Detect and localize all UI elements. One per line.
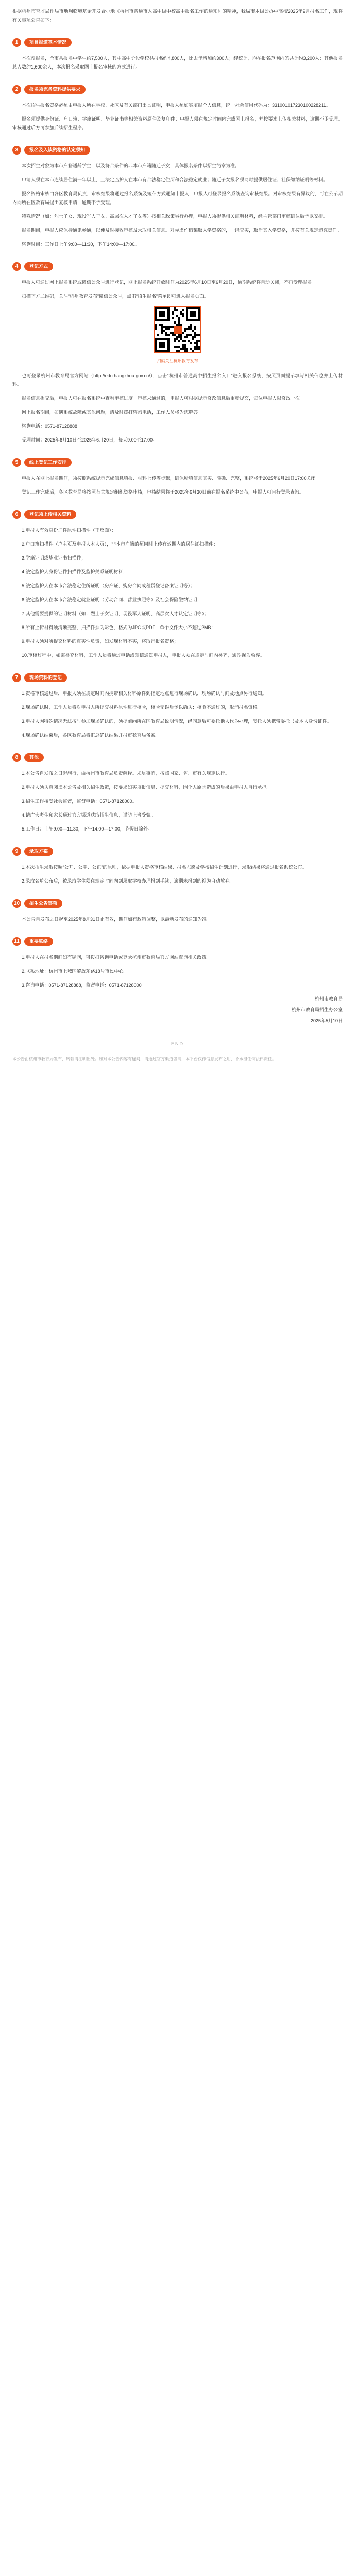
section-paragraph: 8.所有上传材料须清晰完整，扫描件须为彩色，格式为JPG或PDF，单个文件大小不超过2MB； [22,625,216,630]
section-paragraph: 扫描下方二维码，关注“杭州教育发布”微信公众号，点击“招生报名”菜单即可进入报名页面。 [22,294,209,299]
section-title: 登记须上传相关资料 [24,510,76,519]
section-number-badge: 10 [12,899,21,908]
section-paragraph: 1.本次招生录取按照“公开、公平、公正”的原则，依据申报人资格审核结果、报名志愿及学校招生计划进行，录取结果将通过报名系统公布。 [22,865,307,870]
section-header [12,899,343,908]
section-paragraph: 9.申报人须对所提交材料的真实性负责，如发现材料不实，将取消报名资格； [22,639,179,644]
section-paragraph: 1.申报人有效身份证件原件扫描件（正反面）； [22,528,116,533]
section-paragraph: 1.申报人在报名期间如有疑问，可拨打咨询电话或登录杭州市教育局官方网站查询相关政策。 [22,955,211,960]
end-label: END [171,1041,184,1046]
section-header [12,458,343,467]
section-paragraph: 也可登录杭州市教育局官方网站（http://edu.hangzhou.gov.cn/），点击“杭州市普通高中招生报名入口”进入报名系统，按照页面提示填写相关信息并上传材料。 [12,373,343,387]
section-header [12,673,343,682]
section-header [12,38,343,47]
section-paragraph: 本次预报名，全市共报名中学生约7,500人，其中高中阶段学校共报名约4,800人，比去年增加约300人；经统计，均在报名范围内的共计约3,200人；其他报名总人数约1,600余人，本次报名采取网上报名审核的方式进行。 [12,56,343,70]
section-paragraph: 7.其他需要提供的证明材料（如：烈士子女证明、现役军人证明、高层次人才认定证明等）； [22,611,209,616]
section-paragraph: 咨询时间：工作日上午9:00—11:30，下午14:00—17:00。 [22,242,140,247]
section-number-badge: 8 [12,753,21,762]
section-paragraph: 3.招生工作接受社会监督，监督电话：0571-87128000。 [22,799,137,804]
section-paragraph: 1.资格审核通过后，申报人须在规定时间内携带相关材料原件到指定地点进行现场确认，现场确认时间及地点另行通知。 [22,691,267,696]
section-paragraph: 本次招生对象为本市户籍适龄学生，以及符合条件的非本市户籍随迁子女，具体报名条件以招生简章为准。 [22,163,240,168]
section-number-badge: 9 [12,847,21,856]
section-paragraph: 5.工作日：上午9:00—11:30，下午14:00—17:00，节假日除外。 [22,826,153,832]
section-paragraph: 申请人须在本市连续居住满一年以上，且法定监护人在本市有合法稳定住所和合法稳定就业；随迁子女报名须同时提供居住证、社保缴纳证明等材料。 [22,177,328,182]
section-title: 登记方式 [24,262,53,271]
sections-container [12,38,343,990]
section-paragraph: 报名须提供身份证、户口簿、学籍证明、毕业证书等相关资料原件及复印件；申报人须在规定时间内完成网上报名，并按要求上传相关材料，逾期不予受理。审核通过后方可参加后续招生程序。 [12,116,343,130]
sign-org: 杭州市教育局 [314,996,343,1002]
section-paragraph: 2.户口簿扫描件（户主页及申报人本人页），非本市户籍的须同时上传有效期内的居住证扫描件； [22,541,218,547]
section-paragraph: 4.现场确认结束后，各区教育局将汇总确认结果并报市教育局备案。 [22,733,160,738]
section-paragraph: 3.学籍证明或毕业证书扫描件； [22,555,86,561]
section-paragraph: 2.联系地址：杭州市上城区解放东路18号市民中心。 [22,969,128,974]
section-paragraph: 2.申报人须认真阅读本公告及相关招生政策，按要求如实填报信息、提交材料，因个人原因造成的后果由申报人自行承担。 [22,785,272,790]
end-divider [12,1040,343,1048]
section-title: 重要联络 [24,937,53,946]
section-title: 录取方案 [24,847,53,856]
section-paragraph: 本次招生报名资格必须由申报人所在学校、社区及有关部门出具证明，申报人须如实填报个人信息，统一社会信用代码为：331001017230100228211。 [22,103,331,108]
footer-note: 本公告由杭州市教育局发布，转载请注明出处。如对本公告内容有疑问，请通过官方渠道咨询，本平台仅作信息发布之用，不承担任何法律责任。 [12,1057,276,1061]
section-paragraph: 报名资格审核由各区教育局负责，审核结果将通过报名系统及短信方式通知申报人，申报人可登录报名系统查询审核结果。对审核结果有异议的，可在公示期内向所在区教育局提出复核申请，逾期不予受理。 [12,191,343,205]
section-paragraph: 网上报名期间，如遇系统故障或其他问题，请及时拨打咨询电话，工作人员将为您解答。 [22,410,203,415]
intro-paragraph: 根据杭州市育才局作局市地坝临境基金开发合小地《杭州市普通市入高中级中校高中报名工作的通知》的精神，我局市本级公办中高校2025年9月报名工作，现将有关事项公告如下： [12,9,343,23]
section-number-badge: 5 [12,458,21,467]
section-header [12,510,343,519]
section-paragraph: 3.咨询电话：0571-87128888，监督电话：0571-87128000。 [22,982,146,988]
section-paragraph: 2.录取名单公布后，被录取学生须在规定时间内到录取学校办理报到手续，逾期未报到的视为自动放弃。 [22,878,234,884]
section-header [12,146,343,155]
section-number-badge: 1 [12,38,21,47]
section-title: 线上登记工作安排 [24,458,72,467]
section-paragraph: 特殊情况（如：烈士子女、现役军人子女、高层次人才子女等）按相关政策另行办理，申报人须提供相关证明材料，经主管部门审核确认后予以安排。 [22,214,328,219]
section-paragraph: 报名期间，申报人应保持通讯畅通，以便及时接收审核及录取相关信息。对弄虚作假骗取入学资格的，一经查实，取消其入学资格，并按有关规定追究责任。 [22,228,342,233]
section-number-badge: 11 [12,937,21,946]
section-title: 现场资料的登记 [24,673,67,682]
section-paragraph: 2.现场确认时，工作人员将对申报人所提交材料原件进行核验，核验无误后予以确认；核验不通过的，取消报名资格。 [22,705,262,710]
section-number-badge: 2 [12,85,21,94]
section-title: 项目报道基本情况 [24,38,72,47]
section-number-badge: 3 [12,146,21,155]
section-number-badge: 6 [12,510,21,519]
section-paragraph: 5.法定监护人在本市合法稳定住所证明（房产证、购房合同或租赁登记备案证明等）； [22,583,195,588]
section-paragraph: 4.请广大考生和家长通过官方渠道获取招生信息，谨防上当受骗。 [22,812,156,818]
section-paragraph: 登记工作完成后，各区教育局将按照有关规定组织资格审核，审核结果将于2025年6月30日前在报名系统中公布，申报人可自行登录查询。 [22,489,305,495]
qr-code-icon[interactable] [154,306,201,353]
section-title: 招生公告事项 [24,899,62,908]
section-title: 其他 [24,753,44,762]
section-header [12,847,343,856]
section-number-badge: 4 [12,262,21,271]
section-paragraph: 受理时间：2025年6月10日至2025年6月20日，每天9:00至17:00。 [22,437,158,443]
section-paragraph: 6.法定监护人在本市合法稳定就业证明（劳动合同、营业执照等）及社会保险缴纳证明； [22,597,202,602]
sign-date: 2025年5月10日 [310,1018,343,1023]
section-paragraph: 3.申报人因特殊情况无法按时参加现场确认的，须提前向所在区教育局说明情况，经同意后可委托他人代为办理，受托人须携带委托书及本人身份证件。 [22,719,332,724]
section-paragraph: 4.法定监护人身份证件扫描件及监护关系证明材料； [22,569,128,574]
section-header [12,937,343,946]
qr-caption: 扫码关注杭州教育发布 [157,359,198,363]
section-paragraph: 申报人可通过网上报名系统或微信公众号进行登记，网上报名系统开放时间为2025年6月10日至6月20日，逾期系统将自动关闭，不再受理报名。 [22,280,317,285]
section-paragraph: 咨询电话：0571-87128888 [22,423,78,429]
sign-dept: 杭州市教育局招生办公室 [291,1007,343,1012]
section-paragraph: 报名信息提交后，申报人可在报名系统中查看审核进度。审核未通过的，申报人可根据提示修改信息后重新提交，每位申报人限修改一次。 [22,396,305,401]
section-paragraph: 10.审核过程中，如需补充材料，工作人员将通过电话或短信通知申报人，申报人须在规定时间内补齐，逾期视为放弃。 [22,653,265,658]
section-header [12,753,343,762]
section-paragraph: 1.本公告自发布之日起施行，由杭州市教育局负责解释。未尽事宜，按照国家、省、市有关规定执行。 [22,771,230,776]
section-number-badge: 7 [12,673,21,682]
section-title: 报名须完备资料提供要求 [24,85,86,94]
section-paragraph: 申报人在网上报名期间，须按照系统提示完成信息填报、材料上传等步骤，确保所填信息真实、准确、完整，系统将于2025年6月20日17:00关闭。 [22,476,320,481]
qr-code-block [12,306,343,365]
section-header [12,85,343,94]
section-paragraph: 本公告自发布之日起至2025年8月31日止有效，期间如有政策调整，以最新发布的通知为准。 [22,917,212,922]
section-title: 报名及入读资格的认定须知 [24,146,90,155]
section-header [12,262,343,271]
